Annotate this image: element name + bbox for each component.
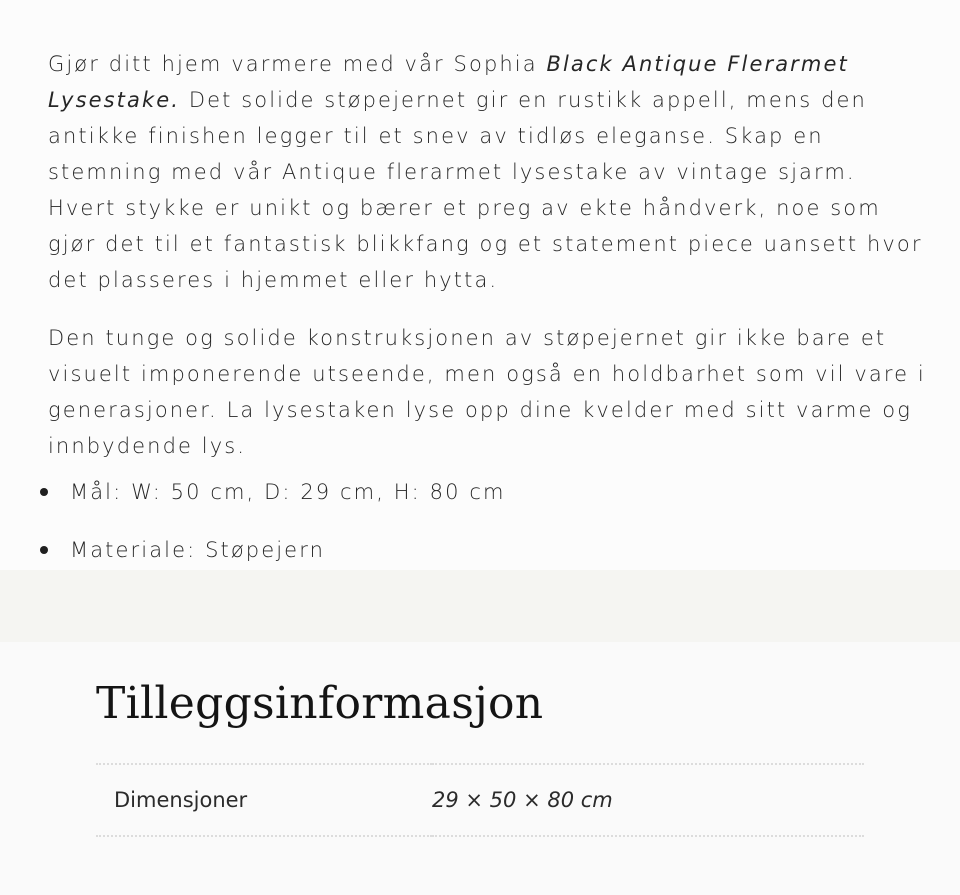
description-text: Gjør ditt hjem varmere med vår Sophia	[48, 52, 547, 76]
description-paragraph: Den tunge og solide konstruksjonen av støpejernet gir ikke bare et visuelt imponerende utseende, men også en holdbarhet som vil vare i generasjoner. La lysestaken lyse opp dine kvelder med sitt varme og innbydende lys.	[48, 326, 926, 458]
spec-item-dimensions	[40, 474, 506, 510]
additional-information	[0, 642, 960, 895]
product-name-emphasis: Black Antique Flerarmet Lysestake.	[48, 52, 849, 112]
bullet-icon	[40, 546, 48, 554]
attribute-value: 29 × 50 × 80 cm	[432, 764, 864, 836]
attribute-label: Dimensjoner	[96, 764, 432, 836]
spec-text: Mål: W: 50 cm, D: 29 cm, H: 80 cm	[70, 480, 506, 504]
section-title: Tilleggsinformasjon	[96, 678, 544, 729]
description-text: Det solide støpejernet gir en rustikk appell, mens den antikke finishen legger til et snev av tidløs eleganse. Skap en stemning med vår Antique flerarmet lysestake av vintage sjarm. Hvert stykke er unikt og bærer et preg av ekte håndverk, noe som gjør det til et fantastisk blikkfang og et statement piece uansett hvor det plasseres i hjemmet eller hytta.	[48, 88, 923, 292]
spec-text: Materiale: Støpejern	[70, 538, 325, 562]
spec-item-material	[40, 532, 325, 568]
attributes-table	[96, 763, 864, 837]
description-paragraph	[48, 46, 928, 298]
bullet-icon	[40, 488, 48, 496]
table-row	[96, 764, 864, 836]
section-divider	[0, 570, 960, 642]
